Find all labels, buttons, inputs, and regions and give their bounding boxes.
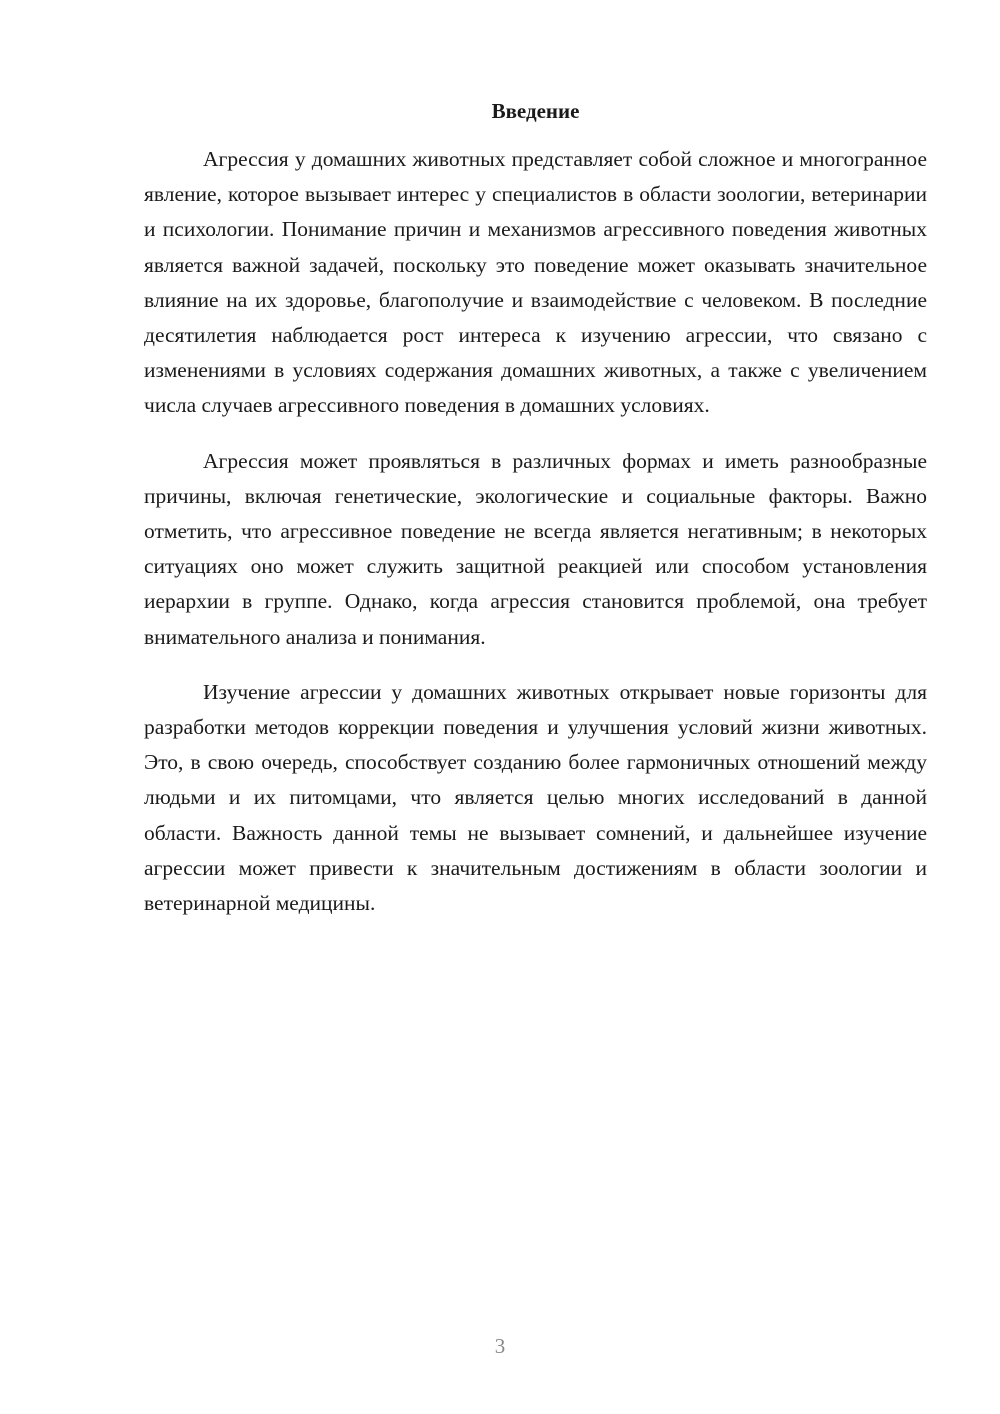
paragraph-1: Агрессия у домашних животных представляет собой сложное и многогранное явление, которое вызывает интерес у специалистов в области зоологии, ветеринарии и психологии. Понимание причин и механизмов агрессивного поведения животных является важной задачей, поскольку это поведение может оказывать значительное влияние на их здоровье, благополучие и взаимодействие с человеком. В последние десятилетия наблюдается рост интереса к изучению агрессии, что связано с изменениями в условиях содержания домашних животных, а также с увеличением числа случаев агрессивного поведения в домашних условиях.	[144, 147, 927, 418]
paragraph-2: Агрессия может проявляться в различных формах и иметь разнообразные причины, включая генетические, экологические и социальные факторы. Важно отметить, что агрессивное поведение не всегда является негативным; в некоторых ситуациях оно может служить защитной реакцией или способом установления иерархии в группе. Однако, когда агрессия становится проблемой, она требует внимательного анализа и понимания.	[144, 448, 927, 649]
section-title: Введение	[491, 99, 580, 123]
page-number: 3	[494, 1334, 506, 1358]
body-text	[144, 142, 927, 941]
paragraph-3: Изучение агрессии у домашних животных открывает новые горизонты для разработки методов коррекции поведения и улучшения условий жизни животных. Это, в свою очередь, способствует созданию более гармоничных отношений между людьми и их питомцами, что является целью многих исследований в данной области. Важность данной темы не вызывает сомнений, и дальнейшее изучение агрессии может привести к значительным достижениям в области зоологии и ветеринарной медицины.	[144, 679, 927, 916]
